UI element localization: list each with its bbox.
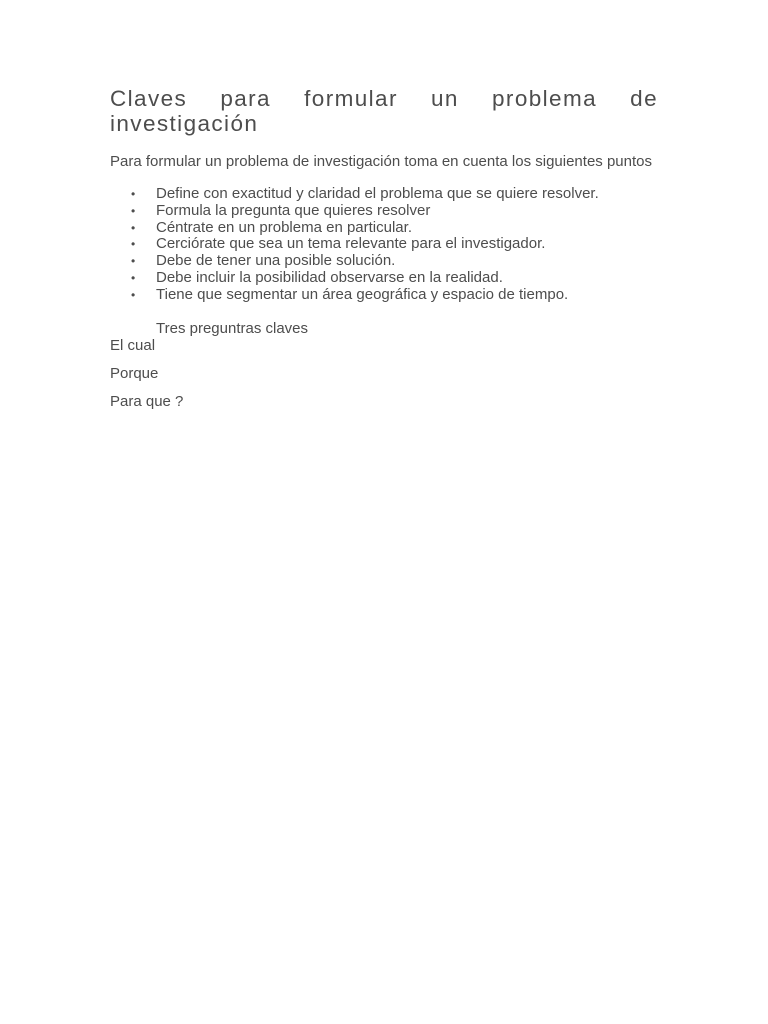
list-item xyxy=(131,218,658,237)
list-item-text: Céntrate en un problema en particular. xyxy=(156,218,412,236)
document-title: Claves para formular un problema de investigación xyxy=(110,86,658,136)
bullet-icon: • xyxy=(131,220,136,235)
intro-paragraph: Para formular un problema de investigación toma en cuenta los siguientes puntos xyxy=(110,153,652,170)
question-3: Para que ? xyxy=(110,392,184,410)
bullet-icon: • xyxy=(131,287,136,302)
list-item xyxy=(131,252,658,270)
document-page xyxy=(110,0,658,410)
list-item xyxy=(131,235,658,253)
key-points-list xyxy=(110,186,658,304)
list-item-text: Debe incluir la posibilidad observarse en la realidad. xyxy=(156,268,503,286)
list-item xyxy=(131,185,658,203)
list-item xyxy=(131,201,658,220)
bullet-icon: • xyxy=(131,187,136,201)
bullet-icon: • xyxy=(131,254,136,269)
list-item-text: Formula la pregunta que quieres resolver xyxy=(156,201,431,219)
bullet-icon: • xyxy=(131,270,136,285)
question-1: El cual xyxy=(110,336,156,354)
list-item-text: Define con exactitud y claridad el problema que se quiere resolver. xyxy=(156,185,599,202)
list-item xyxy=(131,285,658,304)
bullet-icon: • xyxy=(131,237,136,252)
question-2: Porque xyxy=(110,364,159,382)
list-item-text: Tiene que segmentar un área geográfica y espacio de tiempo. xyxy=(156,285,569,303)
list-item xyxy=(131,268,658,287)
subheading: Tres preguntras claves xyxy=(156,319,309,337)
list-item-text: Cerciórate que sea un tema relevante para el investigador. xyxy=(156,235,546,253)
list-item-text: Debe de tener una posible solución. xyxy=(156,252,396,270)
bullet-icon: • xyxy=(131,203,136,218)
